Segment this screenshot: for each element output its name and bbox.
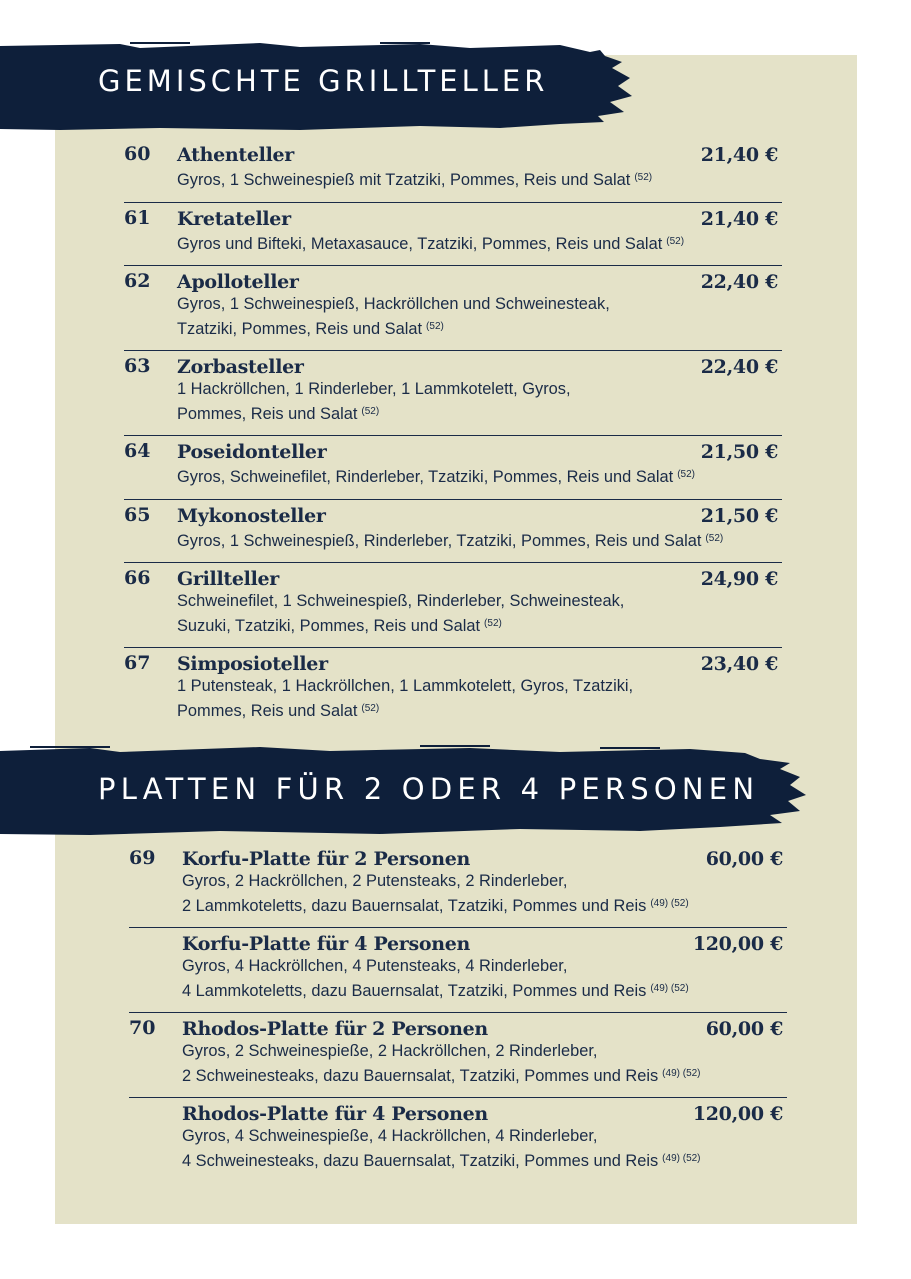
list-item [124,436,782,500]
description-line: Gyros, 4 Schweinespieße, 4 Hackröllchen, 4 Rinderleber, [182,1127,598,1145]
platten-list [129,843,787,1182]
item-description [177,676,737,722]
item-price: 21,50 € [700,504,778,527]
description-line: Gyros, 2 Schweinespieße, 2 Hackröllchen, 2 Rinderleber, [182,1042,598,1060]
allergen-refs: (49) (52) [650,982,689,994]
item-price: 22,40 € [700,271,778,293]
item-price: 21,50 € [700,441,778,463]
description-line: 1 Putensteak, 1 Hackröllchen, 1 Lammkotelett, Gyros, Tzatziki, [177,677,634,695]
item-price: 120,00 € [692,1103,783,1125]
allergen-refs: (52) [666,235,685,247]
item-number: 63 [124,355,151,377]
item-description [182,1126,742,1172]
item-price: 23,40 € [700,653,778,675]
item-price: 22,40 € [700,356,778,378]
allergen-refs: (52) [705,532,724,544]
description-line: Gyros, 1 Schweinespieß, Rinderleber, Tzatziki, Pommes, Reis und Salat $^{(52)}$ [177,531,724,550]
item-price: 60,00 € [705,1018,783,1040]
list-item [124,139,782,203]
list-item [124,203,782,267]
item-description [177,167,737,192]
item-number: 67 [124,652,151,674]
allergen-refs: (52) [361,702,380,714]
item-number: 70 [129,1017,156,1039]
description-line: Gyros, 1 Schweinespieß, Hackröllchen und Schweinesteak, [177,295,610,313]
item-price: 60,00 € [705,848,783,870]
item-description [182,871,742,917]
item-name: Mykonosteller [177,504,326,527]
item-description [177,464,737,489]
description-line: Suzuki, Tzatziki, Pommes, Reis und Salat $^{(52)}$ [177,616,502,635]
item-price: 120,00 € [692,933,783,955]
item-price: 24,90 € [700,568,778,590]
item-description [182,956,742,1002]
allergen-refs: (49) (52) [650,897,689,909]
item-number: 60 [124,143,151,165]
item-name: Rhodos-Platte für 4 Personen [182,1103,488,1125]
item-name: Kretateller [177,207,291,230]
item-number: 66 [124,567,151,589]
item-name: Rhodos-Platte für 2 Personen [182,1018,488,1040]
description-line: Tzatziki, Pommes, Reis und Salat $^{(52)}$ [177,319,444,338]
item-name: Simposioteller [177,653,328,675]
item-number: 64 [124,440,151,462]
description-line: Gyros, 4 Hackröllchen, 4 Putensteaks, 4 Rinderleber, [182,957,568,975]
grillteller-list [124,139,782,732]
description-line: Gyros und Bifteki, Metaxasauce, Tzatziki, Pommes, Reis und Salat $^{(52)}$ [177,234,685,253]
description-line: Gyros, 2 Hackröllchen, 2 Putensteaks, 2 Rinderleber, [182,872,568,890]
item-price: 21,40 € [700,207,778,230]
item-name: Korfu-Platte für 4 Personen [182,933,471,955]
item-description [177,294,737,340]
item-name: Korfu-Platte für 2 Personen [182,848,471,870]
section-title: GEMISCHTE GRILLTELLER [98,64,549,98]
list-item [129,1098,787,1182]
item-description [177,379,737,425]
item-description [177,231,737,256]
list-item [129,928,787,1013]
allergen-refs: (49) (52) [662,1152,701,1164]
item-description [177,528,737,553]
description-line: 4 Lammkoteletts, dazu Bauernsalat, Tzatziki, Pommes und Reis $^{(49) (52)}$ [182,981,689,1000]
list-item [124,563,782,648]
list-item [124,351,782,436]
description-line: Gyros, 1 Schweinespieß mit Tzatziki, Pommes, Reis und Salat $^{(52)}$ [177,171,653,189]
list-item [129,843,787,928]
description-line: Pommes, Reis und Salat $^{(52)}$ [177,404,380,423]
item-description [177,591,737,637]
list-item [129,1013,787,1098]
allergen-refs: (52) [634,172,653,183]
allergen-refs: (52) [677,469,695,480]
item-name: Poseidonteller [177,441,327,463]
item-number: 65 [124,503,151,526]
item-price: 21,40 € [700,144,778,166]
description-line: 4 Schweinesteaks, dazu Bauernsalat, Tzatziki, Pommes und Reis $^{(49) (52)}$ [182,1151,701,1170]
item-name: Apolloteller [177,271,299,293]
allergen-refs: (52) [426,320,444,332]
section-title: PLATTEN FÜR 2 ODER 4 PERSONEN [98,772,760,806]
allergen-refs: (52) [484,617,502,629]
item-number: 69 [129,847,156,869]
item-number: 61 [124,206,151,229]
list-item [124,648,782,732]
allergen-refs: (49) (52) [662,1067,701,1079]
item-description [182,1041,742,1087]
description-line: Schweinefilet, 1 Schweinespieß, Rinderleber, Schweinesteak, [177,592,625,610]
item-number: 62 [124,270,151,292]
description-line: 2 Schweinesteaks, dazu Bauernsalat, Tzatziki, Pommes und Reis $^{(49) (52)}$ [182,1066,701,1085]
description-line: Pommes, Reis und Salat $^{(52)}$ [177,701,380,720]
allergen-refs: (52) [361,405,380,417]
list-item [124,266,782,351]
description-line: 2 Lammkoteletts, dazu Bauernsalat, Tzatziki, Pommes und Reis $^{(49) (52)}$ [182,896,689,915]
description-line: Gyros, Schweinefilet, Rinderleber, Tzatziki, Pommes, Reis und Salat $^{(52)}$ [177,468,695,486]
item-name: Zorbasteller [177,356,304,378]
item-name: Grillteller [177,568,279,590]
list-item [124,500,782,564]
description-line: 1 Hackröllchen, 1 Rinderleber, 1 Lammkotelett, Gyros, [177,380,571,398]
item-name: Athenteller [177,144,294,166]
